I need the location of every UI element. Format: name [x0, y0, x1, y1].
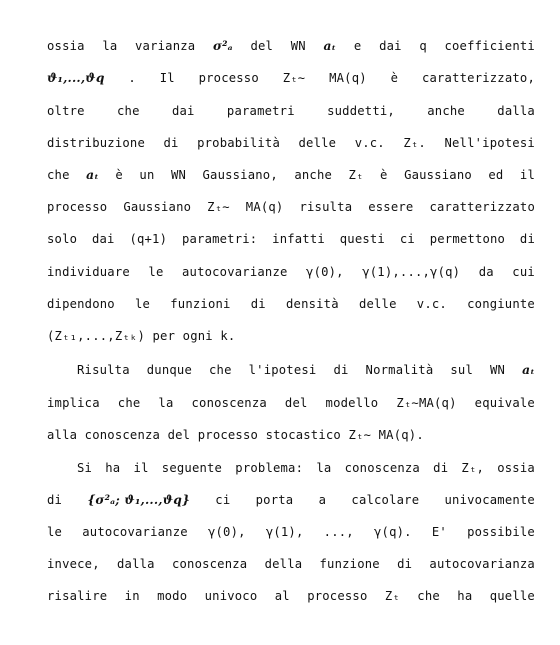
- text-line: [47, 556, 535, 574]
- word: che: [47, 168, 70, 182]
- text-line: [47, 231, 535, 249]
- word: il: [133, 461, 149, 475]
- word: problema:: [235, 461, 304, 475]
- word: il: [519, 168, 535, 182]
- word: varianza: [135, 39, 196, 53]
- word: è: [390, 71, 399, 85]
- word: γ(0),: [306, 265, 344, 279]
- word: dai: [379, 39, 402, 53]
- word: anche: [294, 168, 333, 182]
- word: del: [284, 396, 308, 410]
- word: conoscenza: [171, 557, 248, 571]
- word: Risulta: [77, 363, 130, 377]
- word: densità: [286, 297, 339, 311]
- word: permettono: [429, 232, 506, 246]
- word: Si: [77, 461, 93, 475]
- word: dalla: [497, 104, 535, 118]
- word: caratterizzato,: [421, 71, 535, 85]
- word: univoco: [204, 589, 258, 603]
- word: ha: [457, 589, 473, 603]
- text-line: [47, 167, 535, 185]
- text-line: [47, 135, 535, 153]
- word: Gaussiano: [123, 200, 192, 214]
- word: di: [250, 297, 266, 311]
- text-line: [47, 492, 535, 510]
- word: delle: [298, 136, 337, 150]
- word: ϑ₁,...,ϑq: [47, 71, 105, 85]
- word: .: [128, 71, 136, 85]
- word: l'ipotesi: [248, 363, 317, 377]
- word: Zₜ: [384, 589, 400, 603]
- word: coefficienti: [444, 39, 535, 53]
- word: seguente: [161, 461, 223, 475]
- word: γ(1),: [265, 525, 304, 539]
- text-line: [47, 199, 535, 217]
- word: WN: [490, 363, 506, 377]
- word: Zₜ∼MA(q): [396, 396, 457, 410]
- text-line: [47, 38, 535, 56]
- text-line: [47, 264, 535, 282]
- word: la: [158, 396, 174, 410]
- word: γ(1),...,γ(q): [362, 265, 461, 279]
- word: WN: [170, 168, 187, 182]
- word: congiunte: [467, 297, 535, 311]
- word: Normalità: [365, 363, 434, 377]
- word: univocamente: [444, 493, 535, 507]
- word: γ(0),: [207, 525, 246, 539]
- word: e: [353, 39, 362, 53]
- word: suddetti,: [327, 104, 395, 118]
- word: γ(q).: [374, 525, 412, 539]
- word: al: [274, 589, 290, 603]
- word: le: [135, 297, 151, 311]
- word: calcolare: [351, 493, 420, 507]
- word: ...,: [323, 525, 354, 539]
- word: solo: [47, 232, 78, 246]
- word: probabilità: [197, 136, 280, 150]
- word: MA(q): [245, 200, 284, 214]
- text-line: [47, 427, 535, 445]
- text-line: [47, 296, 535, 314]
- word: Il: [159, 71, 175, 85]
- word: autocovarianze: [182, 265, 288, 279]
- word: modello: [325, 396, 379, 410]
- word: Gaussiano: [404, 168, 472, 182]
- word: WN: [290, 39, 306, 53]
- word: distribuzione: [47, 136, 145, 150]
- word: Gaussiano,: [202, 168, 278, 182]
- word: Nell'ipotesi: [444, 136, 535, 150]
- word: invece,: [47, 557, 100, 571]
- word: modo: [157, 589, 188, 603]
- word: q: [419, 39, 427, 53]
- word: oltre: [47, 104, 85, 118]
- word: autocovarianze: [82, 525, 188, 539]
- text-line: [47, 524, 535, 542]
- word: in: [124, 589, 140, 603]
- word: aₜ: [522, 363, 535, 377]
- word: v.c.: [354, 136, 385, 150]
- word: infatti: [272, 232, 325, 246]
- word: da: [478, 265, 494, 279]
- word: ha: [105, 461, 121, 475]
- word: funzione: [319, 557, 380, 571]
- word: ossia: [47, 39, 85, 53]
- word: dai: [171, 104, 195, 118]
- word: {σ²ₐ; ϑ₁,...,ϑq}: [87, 493, 191, 507]
- word: è: [115, 168, 123, 182]
- word: risulta: [299, 200, 353, 214]
- word: Zₜ∼: [282, 71, 306, 85]
- word: ed: [488, 168, 504, 182]
- text-line: [47, 588, 535, 606]
- word: individuare: [47, 265, 130, 279]
- word: è: [380, 168, 388, 182]
- word: conoscenza: [191, 396, 267, 410]
- text-line: [47, 70, 535, 88]
- word: ossia: [497, 461, 535, 475]
- word: conoscenza: [344, 461, 420, 475]
- word: σ²ₐ: [212, 39, 233, 53]
- word: processo: [47, 200, 108, 214]
- word: a: [318, 493, 327, 507]
- word: E': [431, 525, 447, 539]
- text-line: [47, 103, 535, 121]
- word: v.c.: [416, 297, 447, 311]
- line-text: (Zₜ₁,...,Zₜₖ) per ogni k.: [47, 329, 236, 343]
- word: la: [316, 461, 332, 475]
- word: autocovarianza: [429, 557, 535, 571]
- word: risalire: [47, 589, 108, 603]
- word: ci: [215, 493, 231, 507]
- word: Zₜ,: [461, 461, 485, 475]
- word: delle: [358, 297, 397, 311]
- word: equivale: [474, 396, 535, 410]
- word: Zₜ: [348, 168, 364, 182]
- word: Zₜ∼: [207, 200, 230, 214]
- word: la: [102, 39, 118, 53]
- word: essere: [368, 200, 414, 214]
- word: le: [47, 525, 63, 539]
- word: quelle: [489, 589, 535, 603]
- word: di: [433, 461, 449, 475]
- word: porta: [255, 493, 294, 507]
- word: caratterizzato: [429, 200, 535, 214]
- word: di: [163, 136, 179, 150]
- word: aₜ: [86, 168, 99, 182]
- word: che: [209, 363, 232, 377]
- word: che: [417, 589, 440, 603]
- word: le: [148, 265, 164, 279]
- word: di: [519, 232, 535, 246]
- word: che: [117, 396, 141, 410]
- word: possibile: [467, 525, 535, 539]
- word: della: [264, 557, 303, 571]
- word: MA(q): [329, 71, 367, 85]
- word: di: [333, 363, 349, 377]
- word: questi: [339, 232, 385, 246]
- word: di: [397, 557, 413, 571]
- word: dipendono: [47, 297, 115, 311]
- word: un: [139, 168, 155, 182]
- word: Zₜ.: [403, 136, 426, 150]
- word: cui: [512, 265, 535, 279]
- word: dalla: [117, 557, 155, 571]
- word: anche: [427, 104, 465, 118]
- word: processo: [307, 589, 368, 603]
- word: processo: [198, 71, 259, 85]
- word: di: [47, 493, 63, 507]
- word: sul: [450, 363, 474, 377]
- word: (q+1): [129, 232, 168, 246]
- text-line: [77, 362, 535, 380]
- text-line: [77, 460, 535, 478]
- word: dunque: [146, 363, 192, 377]
- word: che: [117, 104, 140, 118]
- word: aₜ: [323, 39, 337, 53]
- word: dai: [91, 232, 115, 246]
- word: ci: [399, 232, 415, 246]
- text-line: [47, 395, 535, 413]
- line-text: alla conoscenza del processo stocastico Zₜ∼ MA(q).: [47, 428, 424, 442]
- word: del: [250, 39, 274, 53]
- word: parametri: [226, 104, 295, 118]
- word: funzioni: [170, 297, 231, 311]
- word: implica: [47, 396, 100, 410]
- text-line: [47, 328, 535, 346]
- word: parametri:: [181, 232, 258, 246]
